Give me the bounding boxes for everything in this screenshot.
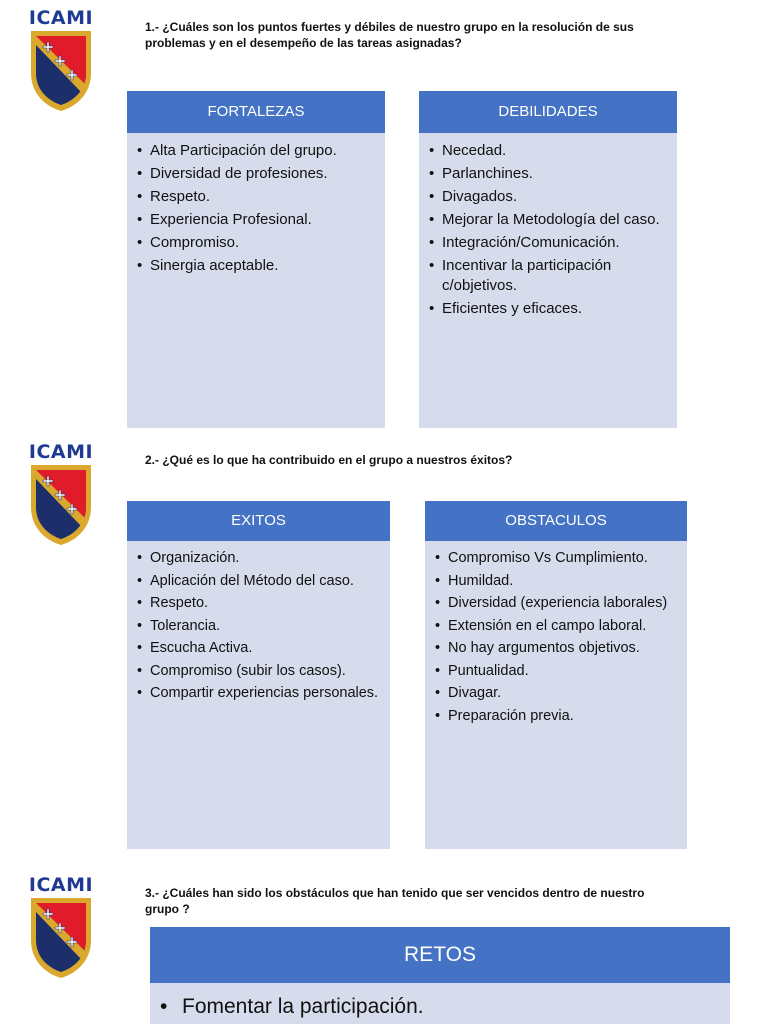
list-item: • Integración/Comunicación.: [429, 233, 667, 253]
list-item: • Diversidad de profesiones.: [137, 164, 375, 184]
card-title: DEBILIDADES: [419, 91, 677, 133]
logo-text: ICAMI: [28, 441, 94, 463]
list-item: • Organización.: [137, 549, 380, 569]
bullet-list: [127, 541, 390, 704]
list-item: • Alta Participación del grupo.: [137, 141, 375, 161]
card-title: FORTALEZAS: [127, 91, 385, 133]
list-item: • Necedad.: [429, 141, 667, 161]
card-title: EXITOS: [127, 501, 390, 541]
icami-logo: [28, 875, 94, 980]
card-exitos: [127, 501, 390, 849]
list-item: • Compromiso (subir los casos).: [137, 662, 380, 682]
list-item: • Tolerancia.: [137, 617, 380, 637]
bullet-list: [150, 983, 730, 1021]
list-item: • Fomentar la participación.: [160, 993, 720, 1021]
list-item: • No hay argumentos objetivos.: [435, 639, 677, 659]
card-fortalezas: [127, 91, 385, 428]
card-retos: [150, 927, 730, 1024]
question-1: 1.- ¿Cuáles son los puntos fuertes y débiles de nuestro grupo en la resolución de sus problemas y en el desempeño de las tareas asignadas?: [145, 20, 634, 50]
logo-text: ICAMI: [28, 7, 94, 29]
logo-text: ICAMI: [28, 874, 94, 896]
list-item: • Respeto.: [137, 594, 380, 614]
list-item: • Incentivar la participación c/objetivos.: [429, 256, 667, 296]
question-3: 3.- ¿Cuáles han sido los obstáculos que han tenido que ser vencidos dentro de nuestro grupo ?: [145, 886, 645, 916]
list-item: • Extensión en el campo laboral.: [435, 617, 677, 637]
list-item: • Parlanchines.: [429, 164, 667, 184]
list-item: • Humildad.: [435, 572, 677, 592]
icami-logo: [28, 8, 94, 113]
list-item: • Sinergia aceptable.: [137, 256, 375, 276]
list-item: • Respeto.: [137, 187, 375, 207]
card-title: OBSTACULOS: [425, 501, 687, 541]
shield-icon: [29, 29, 93, 113]
list-item: • Experiencia Profesional.: [137, 210, 375, 230]
list-item: • Puntualidad.: [435, 662, 677, 682]
list-item: • Compromiso.: [137, 233, 375, 253]
icami-logo: [28, 442, 94, 547]
shield-icon: [29, 896, 93, 980]
list-item: • Diversidad (experiencia laborales): [435, 594, 677, 614]
question-2: 2.- ¿Qué es lo que ha contribuido en el grupo a nuestros éxitos?: [145, 453, 513, 467]
list-item: • Compartir experiencias personales.: [137, 684, 380, 704]
bullet-list: [127, 133, 385, 276]
list-item: • Preparación previa.: [435, 707, 677, 727]
bullet-list: [425, 541, 687, 726]
card-title: RETOS: [150, 927, 730, 983]
list-item: • Divagados.: [429, 187, 667, 207]
list-item: • Compromiso Vs Cumplimiento.: [435, 549, 677, 569]
list-item: • Aplicación del Método del caso.: [137, 572, 380, 592]
list-item: • Eficientes y eficaces.: [429, 299, 667, 319]
bullet-list: [419, 133, 677, 319]
list-item: • Mejorar la Metodología del caso.: [429, 210, 667, 230]
list-item: • Divagar.: [435, 684, 677, 704]
card-obstaculos: [425, 501, 687, 849]
shield-icon: [29, 463, 93, 547]
card-debilidades: [419, 91, 677, 428]
list-item: • Escucha Activa.: [137, 639, 380, 659]
